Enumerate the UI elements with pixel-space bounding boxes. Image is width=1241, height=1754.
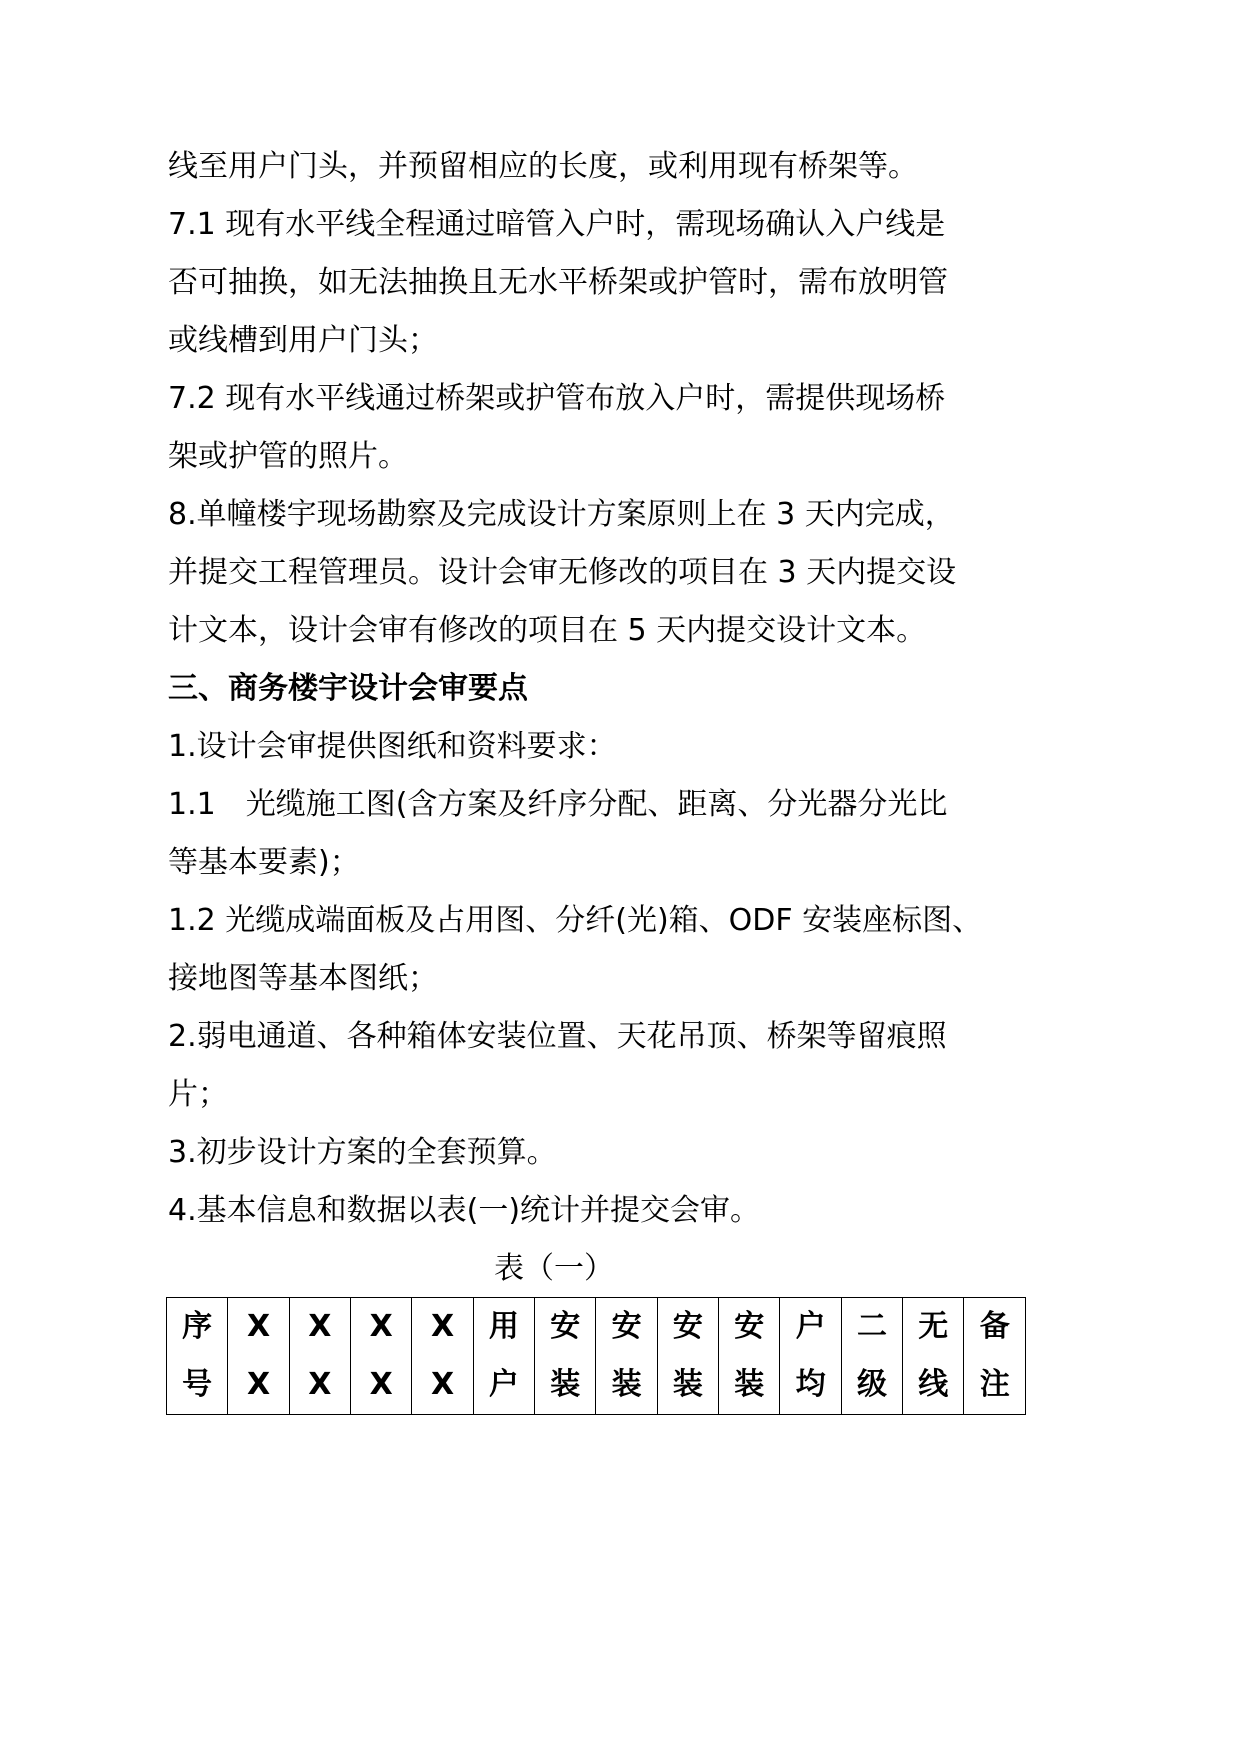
header-label: 二级 — [856, 1309, 887, 1402]
header-label: 安装 — [734, 1309, 765, 1402]
header-label: XX — [369, 1309, 393, 1402]
header-label: XX — [430, 1309, 455, 1402]
header-label: 序号 — [182, 1309, 213, 1402]
header-label: 安装 — [672, 1309, 703, 1402]
table-header-placeholder — [412, 1298, 473, 1415]
text-line: 计文本，设计会审有修改的项目在 5 天内提交设计文本。 — [168, 613, 927, 648]
table-header-install — [719, 1298, 780, 1415]
section-heading: 三、商务楼宇设计会审要点 — [168, 671, 528, 706]
table-header-users — [473, 1298, 534, 1415]
table-header-install — [535, 1298, 596, 1415]
text-line: 2.弱电通道、各种箱体安装位置、天花吊顶、桥架等留痕照 — [168, 1019, 947, 1054]
header-label: 用户 — [488, 1309, 519, 1402]
paragraph-item-1-1 — [168, 776, 968, 892]
header-label: 安装 — [550, 1309, 581, 1402]
text-line: 3.初步设计方案的全套预算。 — [168, 1135, 557, 1170]
text-line: 或线槽到用户门头； — [168, 323, 438, 358]
table-header-second-level — [841, 1298, 902, 1415]
text-line: 1.1 光缆施工图(含方案及纤序分配、距离、分光器分光比 — [168, 787, 948, 822]
text-line: 并提交工程管理员。设计会审无修改的项目在 3 天内提交设 — [168, 555, 957, 590]
paragraph-item-2 — [168, 1008, 968, 1124]
table-header-install — [657, 1298, 718, 1415]
paragraph-item-4 — [168, 1182, 968, 1240]
text-line: 7.1 现有水平线全程通过暗管入户时，需现场确认入户线是 — [168, 207, 946, 242]
paragraph-item-3 — [168, 1124, 968, 1182]
header-label: 无线 — [918, 1309, 949, 1402]
text-line: 接地图等基本图纸； — [168, 961, 438, 996]
paragraph-item-7-1 — [168, 196, 968, 370]
text-line: 片； — [168, 1077, 228, 1112]
text-line: 7.2 现有水平线通过桥架或护管布放入户时，需提供现场桥 — [168, 381, 946, 416]
header-label: 安装 — [611, 1309, 642, 1402]
table-header-placeholder — [351, 1298, 412, 1415]
paragraph-item-7-2 — [168, 370, 968, 486]
table-header-row — [167, 1298, 1026, 1415]
table-header-remarks — [964, 1298, 1026, 1415]
header-label: 户均 — [795, 1309, 826, 1402]
text-line: 1.设计会审提供图纸和资料要求： — [168, 729, 617, 764]
table-header-per-household — [780, 1298, 841, 1415]
text-line: 否可抽换，如无法抽换且无水平桥架或护管时，需布放明管 — [168, 265, 948, 300]
header-label: XX — [308, 1309, 332, 1402]
table-header-placeholder — [289, 1298, 350, 1415]
data-table — [166, 1297, 1026, 1415]
paragraph-item-1 — [168, 718, 968, 776]
header-label: 备注 — [979, 1309, 1010, 1402]
table-header-install — [596, 1298, 657, 1415]
text-line: 1.2 光缆成端面板及占用图、分纤(光)箱、ODF 安装座标图、 — [168, 903, 983, 938]
text-line: 线至用户门头，并预留相应的长度，或利用现有桥架等。 — [168, 149, 918, 184]
text-line: 8.单幢楼宇现场勘察及完成设计方案原则上在 3 天内完成， — [168, 497, 955, 532]
paragraph-continued — [168, 138, 968, 196]
text-line: 架或护管的照片。 — [168, 439, 408, 474]
document-body — [168, 138, 983, 1298]
table-header-placeholder — [228, 1298, 289, 1415]
paragraph-item-1-2 — [168, 892, 983, 1008]
text-line: 等基本要素)； — [168, 845, 360, 880]
header-label: XX — [246, 1309, 271, 1402]
table-header-wireless — [903, 1298, 964, 1415]
table-container — [166, 1297, 1026, 1415]
table-caption: 表（一） — [494, 1251, 614, 1286]
text-line: 4.基本信息和数据以表(一)统计并提交会审。 — [168, 1193, 761, 1228]
table-header-serial-number — [167, 1298, 228, 1415]
paragraph-item-8 — [168, 486, 968, 660]
